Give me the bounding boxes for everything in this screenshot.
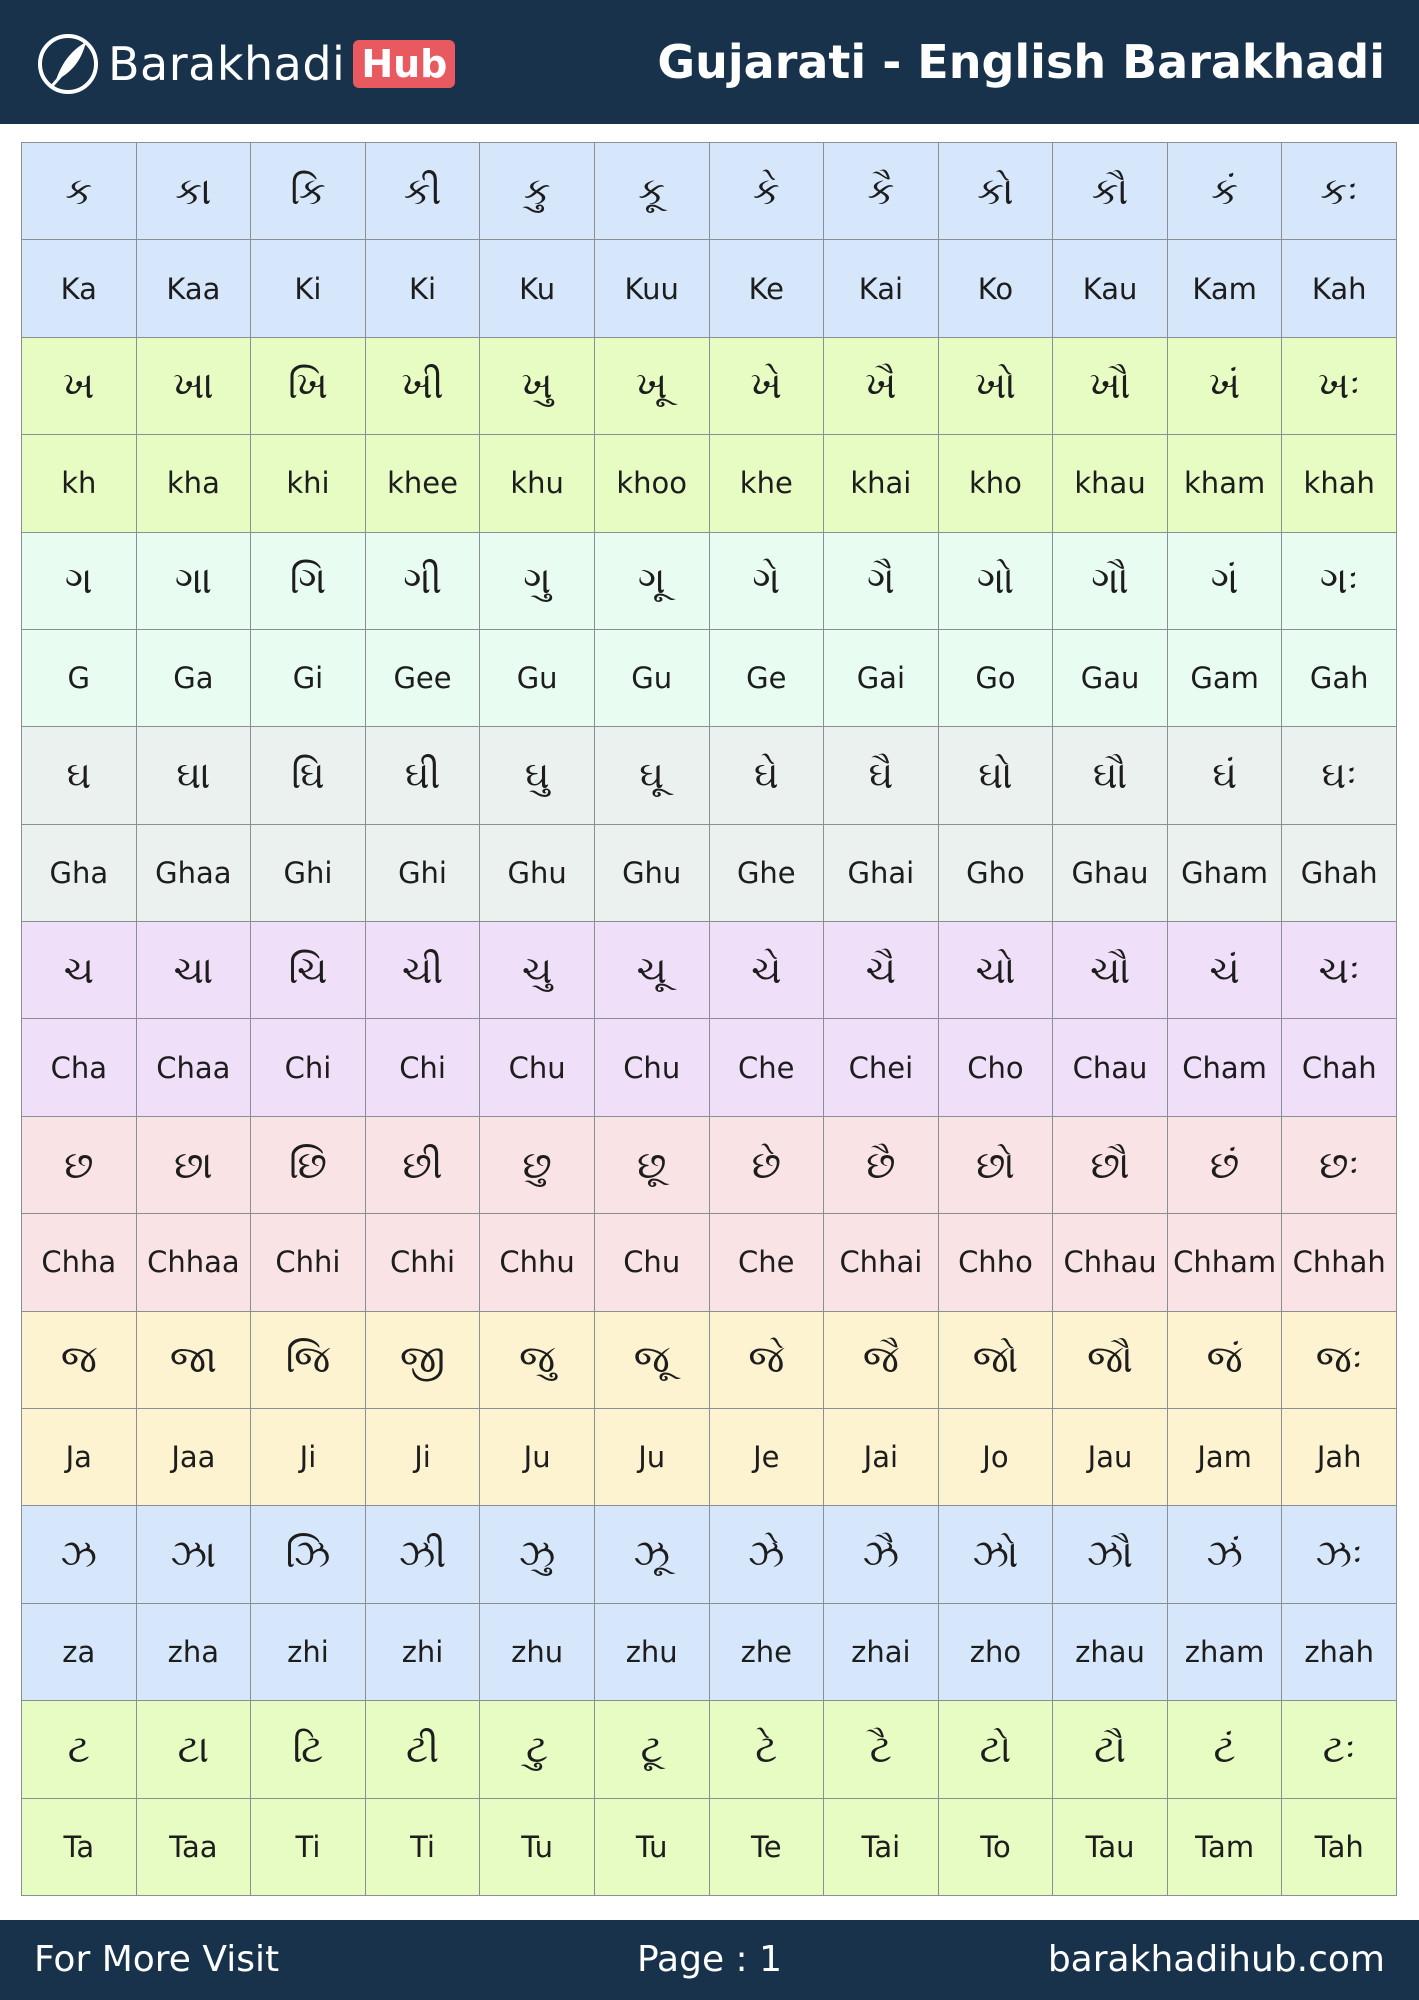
gujarati-letter-cell: ખઃ bbox=[1282, 338, 1397, 435]
gujarati-letter-cell: છો bbox=[939, 1117, 1054, 1214]
english-transliteration-cell: Cham bbox=[1168, 1019, 1283, 1116]
gujarati-letter-cell: જૈ bbox=[824, 1312, 939, 1409]
gujarati-letter-cell: છ bbox=[22, 1117, 137, 1214]
gujarati-letter-cell: ગો bbox=[939, 533, 1054, 630]
gujarati-letter-cell: જં bbox=[1168, 1312, 1283, 1409]
gujarati-letter-cell: ખે bbox=[710, 338, 825, 435]
gujarati-letter-cell: છા bbox=[137, 1117, 252, 1214]
english-transliteration-cell: Chhau bbox=[1053, 1214, 1168, 1311]
page-header bbox=[0, 0, 1419, 124]
english-transliteration-cell: zha bbox=[137, 1604, 252, 1701]
gujarati-letter-cell: ઝિ bbox=[251, 1506, 366, 1603]
gujarati-letter-cell: જઃ bbox=[1282, 1312, 1397, 1409]
english-transliteration-cell: Gee bbox=[366, 630, 481, 727]
gujarati-letter-cell: ખો bbox=[939, 338, 1054, 435]
page-footer bbox=[0, 1920, 1419, 2000]
gujarati-letter-cell: ટઃ bbox=[1282, 1701, 1397, 1798]
english-transliteration-cell: Tah bbox=[1282, 1799, 1397, 1896]
gujarati-letter-cell: છૈ bbox=[824, 1117, 939, 1214]
gujarati-letter-cell: ટે bbox=[710, 1701, 825, 1798]
gujarati-letter-cell: ઘી bbox=[366, 727, 481, 824]
english-transliteration-cell: kham bbox=[1168, 435, 1283, 532]
gujarati-letter-cell: ગા bbox=[137, 533, 252, 630]
english-transliteration-cell: Kam bbox=[1168, 240, 1283, 337]
english-transliteration-cell: Gu bbox=[480, 630, 595, 727]
english-transliteration-cell: Ki bbox=[366, 240, 481, 337]
gujarati-letter-cell: ગુ bbox=[480, 533, 595, 630]
english-transliteration-cell: Gha bbox=[22, 825, 137, 922]
english-transliteration-cell: Kai bbox=[824, 240, 939, 337]
gujarati-letter-cell: છિ bbox=[251, 1117, 366, 1214]
english-transliteration-cell: Jam bbox=[1168, 1409, 1283, 1506]
gujarati-letter-cell: જી bbox=[366, 1312, 481, 1409]
english-transliteration-cell: kh bbox=[22, 435, 137, 532]
logo-text: Barakhadi bbox=[108, 37, 346, 91]
gujarati-letter-cell: ટી bbox=[366, 1701, 481, 1798]
gujarati-letter-cell: જૂ bbox=[595, 1312, 710, 1409]
gujarati-letter-cell: ચૌ bbox=[1053, 922, 1168, 1019]
english-transliteration-cell: Ghi bbox=[251, 825, 366, 922]
gujarati-letter-cell: ઝે bbox=[710, 1506, 825, 1603]
gujarati-letter-cell: ચ bbox=[22, 922, 137, 1019]
english-transliteration-cell: To bbox=[939, 1799, 1054, 1896]
gujarati-letter-cell: ઝૌ bbox=[1053, 1506, 1168, 1603]
english-transliteration-cell: Ko bbox=[939, 240, 1054, 337]
gujarati-letter-cell: છુ bbox=[480, 1117, 595, 1214]
gujarati-letter-cell: ખૌ bbox=[1053, 338, 1168, 435]
gujarati-letter-cell: છી bbox=[366, 1117, 481, 1214]
english-transliteration-cell: zhi bbox=[251, 1604, 366, 1701]
english-transliteration-cell: Ti bbox=[366, 1799, 481, 1896]
english-transliteration-cell: Chhu bbox=[480, 1214, 595, 1311]
gujarati-letter-cell: ગૈ bbox=[824, 533, 939, 630]
gujarati-letter-cell: ચો bbox=[939, 922, 1054, 1019]
english-transliteration-cell: Chhi bbox=[366, 1214, 481, 1311]
gujarati-letter-cell: ટ bbox=[22, 1701, 137, 1798]
english-transliteration-cell: zhi bbox=[366, 1604, 481, 1701]
gujarati-letter-cell: ઝો bbox=[939, 1506, 1054, 1603]
gujarati-letter-cell: જુ bbox=[480, 1312, 595, 1409]
english-transliteration-cell: Chham bbox=[1168, 1214, 1283, 1311]
gujarati-letter-cell: ઝૈ bbox=[824, 1506, 939, 1603]
english-transliteration-cell: Tu bbox=[480, 1799, 595, 1896]
gujarati-letter-cell: છે bbox=[710, 1117, 825, 1214]
english-transliteration-cell: Jai bbox=[824, 1409, 939, 1506]
english-transliteration-cell: Gu bbox=[595, 630, 710, 727]
page-number: Page : 1 bbox=[636, 1939, 783, 1980]
english-transliteration-cell: Chaa bbox=[137, 1019, 252, 1116]
english-transliteration-cell: Ghah bbox=[1282, 825, 1397, 922]
english-transliteration-cell: Gam bbox=[1168, 630, 1283, 727]
gujarati-letter-cell: ચૈ bbox=[824, 922, 939, 1019]
gujarati-letter-cell: જૌ bbox=[1053, 1312, 1168, 1409]
feather-logo-icon bbox=[36, 32, 100, 96]
english-transliteration-cell: Chi bbox=[251, 1019, 366, 1116]
english-transliteration-cell: Tau bbox=[1053, 1799, 1168, 1896]
english-transliteration-cell: Gai bbox=[824, 630, 939, 727]
gujarati-letter-cell: ક bbox=[22, 143, 137, 240]
gujarati-letter-cell: ખુ bbox=[480, 338, 595, 435]
gujarati-letter-cell: ઘિ bbox=[251, 727, 366, 824]
gujarati-letter-cell: ચૂ bbox=[595, 922, 710, 1019]
english-transliteration-cell: Chah bbox=[1282, 1019, 1397, 1116]
english-transliteration-cell: Kau bbox=[1053, 240, 1168, 337]
gujarati-letter-cell: કે bbox=[710, 143, 825, 240]
english-transliteration-cell: Chhai bbox=[824, 1214, 939, 1311]
gujarati-letter-cell: ખં bbox=[1168, 338, 1283, 435]
english-transliteration-cell: Gham bbox=[1168, 825, 1283, 922]
english-transliteration-cell: Chhaa bbox=[137, 1214, 252, 1311]
gujarati-letter-cell: કુ bbox=[480, 143, 595, 240]
english-transliteration-cell: Jah bbox=[1282, 1409, 1397, 1506]
english-transliteration-cell: zhe bbox=[710, 1604, 825, 1701]
gujarati-letter-cell: ઝઃ bbox=[1282, 1506, 1397, 1603]
english-transliteration-cell: Te bbox=[710, 1799, 825, 1896]
logo-badge: Hub bbox=[353, 40, 455, 88]
english-transliteration-cell: Ku bbox=[480, 240, 595, 337]
english-transliteration-cell: zhau bbox=[1053, 1604, 1168, 1701]
gujarati-letter-cell: ટૈ bbox=[824, 1701, 939, 1798]
english-transliteration-cell: khah bbox=[1282, 435, 1397, 532]
gujarati-letter-cell: ટુ bbox=[480, 1701, 595, 1798]
english-transliteration-cell: G bbox=[22, 630, 137, 727]
gujarati-letter-cell: ખૂ bbox=[595, 338, 710, 435]
gujarati-letter-cell: ટૌ bbox=[1053, 1701, 1168, 1798]
gujarati-letter-cell: ટં bbox=[1168, 1701, 1283, 1798]
english-transliteration-cell: Chi bbox=[366, 1019, 481, 1116]
gujarati-letter-cell: ઘ bbox=[22, 727, 137, 824]
english-transliteration-cell: Je bbox=[710, 1409, 825, 1506]
english-transliteration-cell: Gah bbox=[1282, 630, 1397, 727]
english-transliteration-cell: Ga bbox=[137, 630, 252, 727]
english-transliteration-cell: Ghai bbox=[824, 825, 939, 922]
gujarati-letter-cell: કિ bbox=[251, 143, 366, 240]
footer-visit-text: For More Visit bbox=[34, 1939, 280, 1980]
gujarati-letter-cell: ચં bbox=[1168, 922, 1283, 1019]
gujarati-letter-cell: ખ bbox=[22, 338, 137, 435]
gujarati-letter-cell: કં bbox=[1168, 143, 1283, 240]
english-transliteration-cell: Tai bbox=[824, 1799, 939, 1896]
gujarati-letter-cell: ચુ bbox=[480, 922, 595, 1019]
gujarati-letter-cell: ખૈ bbox=[824, 338, 939, 435]
english-transliteration-cell: Chu bbox=[480, 1019, 595, 1116]
english-transliteration-cell: Kaa bbox=[137, 240, 252, 337]
gujarati-letter-cell: ગં bbox=[1168, 533, 1283, 630]
gujarati-letter-cell: ચઃ bbox=[1282, 922, 1397, 1019]
site-logo[interactable] bbox=[36, 28, 455, 100]
gujarati-letter-cell: કો bbox=[939, 143, 1054, 240]
gujarati-letter-cell: જા bbox=[137, 1312, 252, 1409]
gujarati-letter-cell: ઘો bbox=[939, 727, 1054, 824]
gujarati-letter-cell: ટા bbox=[137, 1701, 252, 1798]
page-title: Gujarati - English Barakhadi bbox=[657, 35, 1385, 89]
english-transliteration-cell: Ghe bbox=[710, 825, 825, 922]
gujarati-letter-cell: ચે bbox=[710, 922, 825, 1019]
english-transliteration-cell: Gi bbox=[251, 630, 366, 727]
gujarati-letter-cell: જ bbox=[22, 1312, 137, 1409]
english-transliteration-cell: Kah bbox=[1282, 240, 1397, 337]
english-transliteration-cell: Ke bbox=[710, 240, 825, 337]
gujarati-letter-cell: ચી bbox=[366, 922, 481, 1019]
footer-website-link[interactable]: barakhadihub.com bbox=[1047, 1939, 1385, 1980]
gujarati-letter-cell: છઃ bbox=[1282, 1117, 1397, 1214]
english-transliteration-cell: Jaa bbox=[137, 1409, 252, 1506]
english-transliteration-cell: kha bbox=[137, 435, 252, 532]
gujarati-letter-cell: ખિ bbox=[251, 338, 366, 435]
gujarati-letter-cell: છૂ bbox=[595, 1117, 710, 1214]
gujarati-letter-cell: કૈ bbox=[824, 143, 939, 240]
gujarati-letter-cell: ઘૂ bbox=[595, 727, 710, 824]
gujarati-letter-cell: છં bbox=[1168, 1117, 1283, 1214]
english-transliteration-cell: Ghi bbox=[366, 825, 481, 922]
gujarati-letter-cell: ઘૌ bbox=[1053, 727, 1168, 824]
english-transliteration-cell: zhai bbox=[824, 1604, 939, 1701]
gujarati-letter-cell: ઝુ bbox=[480, 1506, 595, 1603]
english-transliteration-cell: Ge bbox=[710, 630, 825, 727]
gujarati-letter-cell: ગે bbox=[710, 533, 825, 630]
english-transliteration-cell: Ghu bbox=[480, 825, 595, 922]
english-transliteration-cell: Chu bbox=[595, 1214, 710, 1311]
gujarati-letter-cell: ચિ bbox=[251, 922, 366, 1019]
gujarati-letter-cell: ગિ bbox=[251, 533, 366, 630]
english-transliteration-cell: khai bbox=[824, 435, 939, 532]
english-transliteration-cell: Ki bbox=[251, 240, 366, 337]
english-transliteration-cell: Chho bbox=[939, 1214, 1054, 1311]
english-transliteration-cell: Chei bbox=[824, 1019, 939, 1116]
english-transliteration-cell: khee bbox=[366, 435, 481, 532]
gujarati-letter-cell: જે bbox=[710, 1312, 825, 1409]
english-transliteration-cell: zham bbox=[1168, 1604, 1283, 1701]
gujarati-letter-cell: ટો bbox=[939, 1701, 1054, 1798]
gujarati-letter-cell: ટિ bbox=[251, 1701, 366, 1798]
english-transliteration-cell: Ka bbox=[22, 240, 137, 337]
english-transliteration-cell: Ja bbox=[22, 1409, 137, 1506]
gujarati-letter-cell: ઘુ bbox=[480, 727, 595, 824]
english-transliteration-cell: Ji bbox=[251, 1409, 366, 1506]
english-transliteration-cell: Ti bbox=[251, 1799, 366, 1896]
english-transliteration-cell: Chu bbox=[595, 1019, 710, 1116]
gujarati-letter-cell: ગૂ bbox=[595, 533, 710, 630]
gujarati-letter-cell: ખી bbox=[366, 338, 481, 435]
gujarati-letter-cell: ગ bbox=[22, 533, 137, 630]
english-transliteration-cell: Ghau bbox=[1053, 825, 1168, 922]
english-transliteration-cell: za bbox=[22, 1604, 137, 1701]
gujarati-letter-cell: ઝા bbox=[137, 1506, 252, 1603]
english-transliteration-cell: zhah bbox=[1282, 1604, 1397, 1701]
english-transliteration-cell: Kuu bbox=[595, 240, 710, 337]
gujarati-letter-cell: ઝૂ bbox=[595, 1506, 710, 1603]
english-transliteration-cell: Che bbox=[710, 1214, 825, 1311]
gujarati-letter-cell: જો bbox=[939, 1312, 1054, 1409]
english-transliteration-cell: zho bbox=[939, 1604, 1054, 1701]
english-transliteration-cell: Cho bbox=[939, 1019, 1054, 1116]
gujarati-letter-cell: ઘે bbox=[710, 727, 825, 824]
english-transliteration-cell: Jau bbox=[1053, 1409, 1168, 1506]
english-transliteration-cell: khau bbox=[1053, 435, 1168, 532]
english-transliteration-cell: zhu bbox=[595, 1604, 710, 1701]
gujarati-letter-cell: ઝં bbox=[1168, 1506, 1283, 1603]
gujarati-letter-cell: ટૂ bbox=[595, 1701, 710, 1798]
english-transliteration-cell: Taa bbox=[137, 1799, 252, 1896]
gujarati-letter-cell: કૂ bbox=[595, 143, 710, 240]
gujarati-letter-cell: ઝી bbox=[366, 1506, 481, 1603]
english-transliteration-cell: zhu bbox=[480, 1604, 595, 1701]
gujarati-letter-cell: ઘઃ bbox=[1282, 727, 1397, 824]
english-transliteration-cell: Ghu bbox=[595, 825, 710, 922]
english-transliteration-cell: Tam bbox=[1168, 1799, 1283, 1896]
english-transliteration-cell: Jo bbox=[939, 1409, 1054, 1506]
gujarati-letter-cell: ગઃ bbox=[1282, 533, 1397, 630]
english-transliteration-cell: Gau bbox=[1053, 630, 1168, 727]
gujarati-letter-cell: ખા bbox=[137, 338, 252, 435]
gujarati-letter-cell: ઘૈ bbox=[824, 727, 939, 824]
gujarati-letter-cell: ચા bbox=[137, 922, 252, 1019]
english-transliteration-cell: khu bbox=[480, 435, 595, 532]
gujarati-letter-cell: ઘં bbox=[1168, 727, 1283, 824]
english-transliteration-cell: kho bbox=[939, 435, 1054, 532]
english-transliteration-cell: Ji bbox=[366, 1409, 481, 1506]
gujarati-letter-cell: કી bbox=[366, 143, 481, 240]
english-transliteration-cell: Ta bbox=[22, 1799, 137, 1896]
english-transliteration-cell: Gho bbox=[939, 825, 1054, 922]
english-transliteration-cell: Chhi bbox=[251, 1214, 366, 1311]
gujarati-letter-cell: કઃ bbox=[1282, 143, 1397, 240]
english-transliteration-cell: Ju bbox=[480, 1409, 595, 1506]
gujarati-letter-cell: ઝ bbox=[22, 1506, 137, 1603]
english-transliteration-cell: khi bbox=[251, 435, 366, 532]
english-transliteration-cell: Ju bbox=[595, 1409, 710, 1506]
english-transliteration-cell: Chau bbox=[1053, 1019, 1168, 1116]
english-transliteration-cell: Chha bbox=[22, 1214, 137, 1311]
english-transliteration-cell: Chhah bbox=[1282, 1214, 1397, 1311]
gujarati-letter-cell: કા bbox=[137, 143, 252, 240]
english-transliteration-cell: khoo bbox=[595, 435, 710, 532]
gujarati-letter-cell: કૌ bbox=[1053, 143, 1168, 240]
english-transliteration-cell: Ghaa bbox=[137, 825, 252, 922]
gujarati-letter-cell: જિ bbox=[251, 1312, 366, 1409]
english-transliteration-cell: Go bbox=[939, 630, 1054, 727]
english-transliteration-cell: khe bbox=[710, 435, 825, 532]
english-transliteration-cell: Cha bbox=[22, 1019, 137, 1116]
gujarati-letter-cell: ઘા bbox=[137, 727, 252, 824]
barakhadi-table bbox=[21, 142, 1397, 1896]
gujarati-letter-cell: ગૌ bbox=[1053, 533, 1168, 630]
english-transliteration-cell: Tu bbox=[595, 1799, 710, 1896]
gujarati-letter-cell: ગી bbox=[366, 533, 481, 630]
english-transliteration-cell: Che bbox=[710, 1019, 825, 1116]
gujarati-letter-cell: છૌ bbox=[1053, 1117, 1168, 1214]
